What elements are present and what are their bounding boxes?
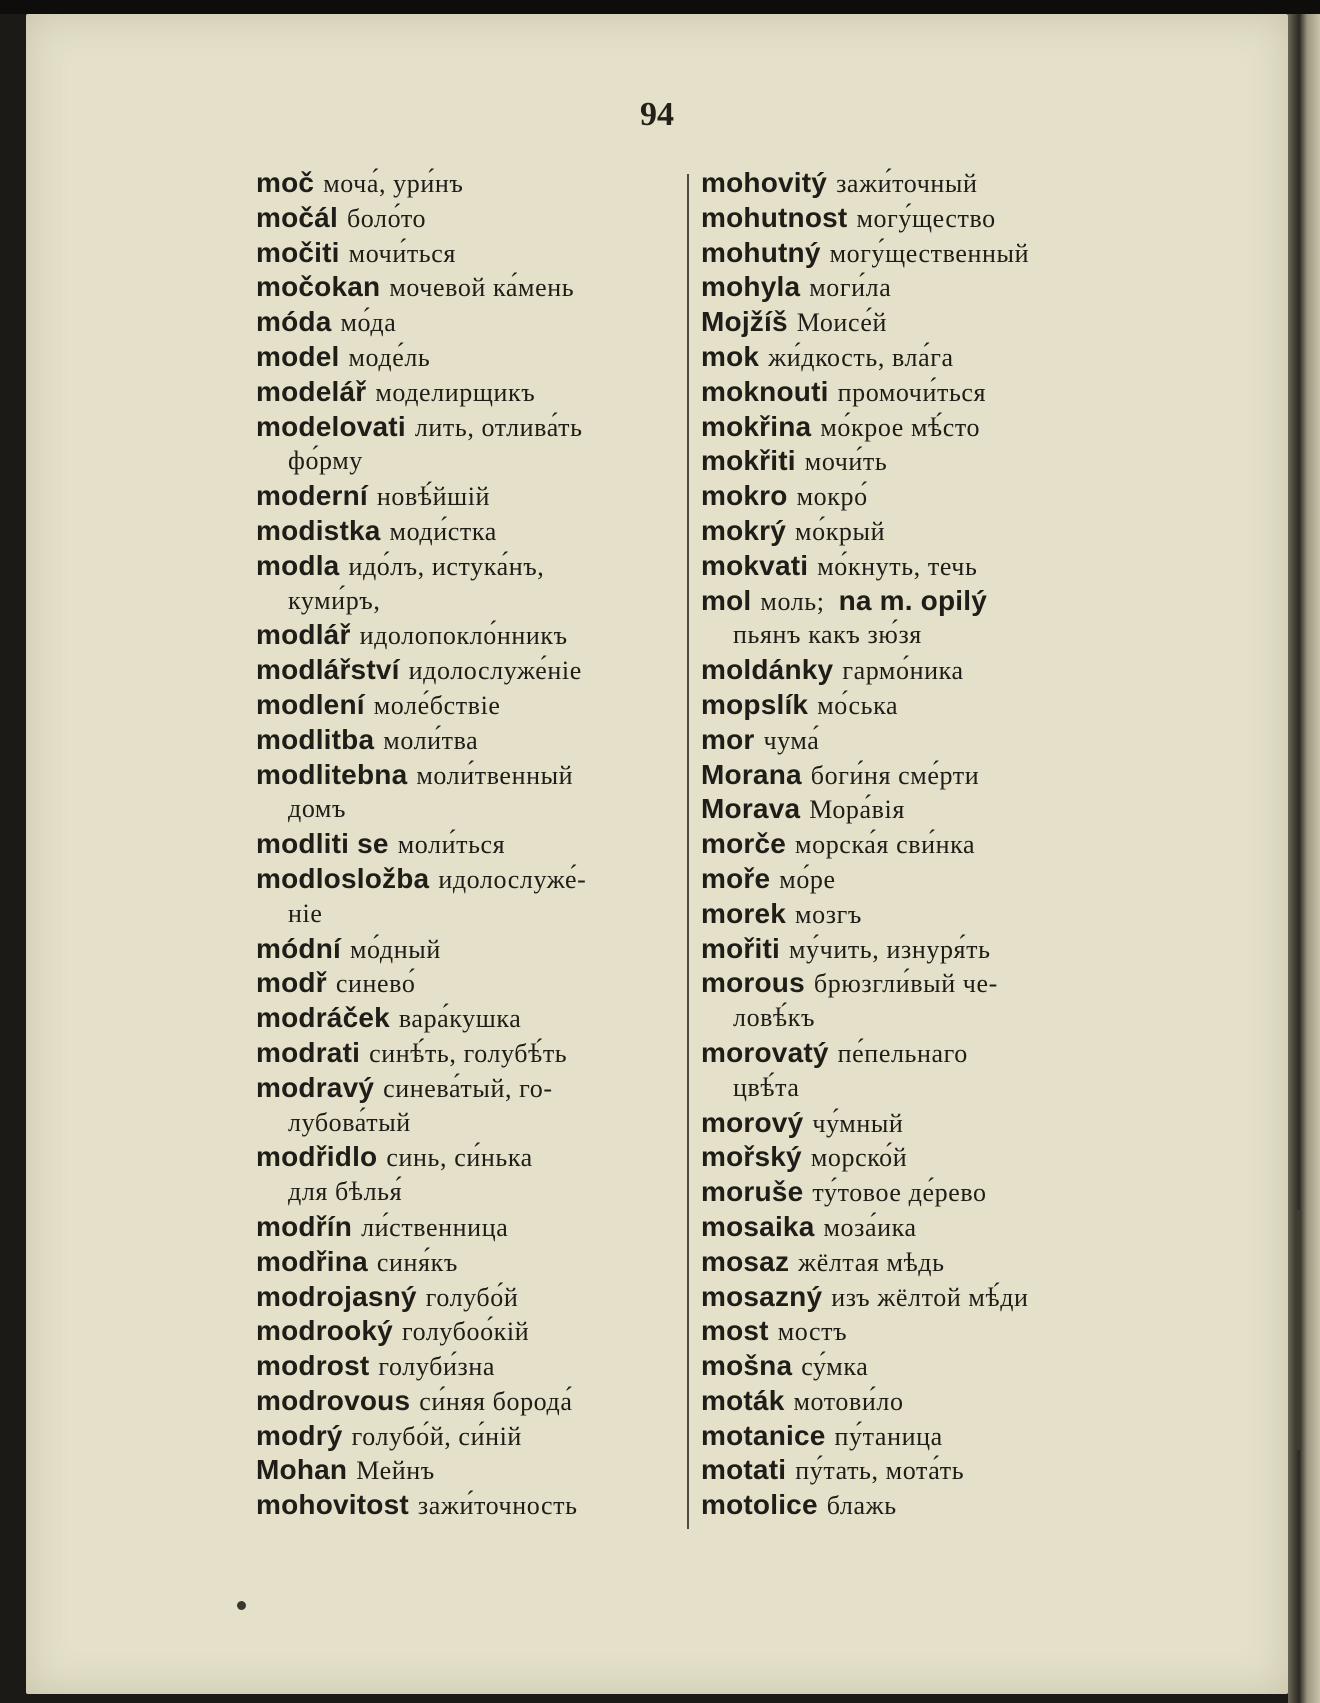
headword: moknouti xyxy=(701,375,829,407)
headword: Morana xyxy=(701,758,802,790)
dictionary-entry xyxy=(701,792,1157,827)
translation: чу́мный xyxy=(812,1108,904,1138)
dictionary-entry xyxy=(256,1488,704,1523)
entry-line xyxy=(701,305,1157,340)
gutter-mark xyxy=(1296,1210,1301,1450)
headword: morče xyxy=(701,828,787,860)
dictionary-entry xyxy=(256,236,704,271)
headword: mokrý xyxy=(701,514,787,546)
entry-line xyxy=(256,166,704,201)
headword: modelář xyxy=(256,375,367,407)
headword: model xyxy=(256,340,340,372)
translation-continuation: куми́ръ, xyxy=(288,585,381,615)
headword: mosaz xyxy=(701,1245,790,1277)
headword: moč xyxy=(256,167,315,198)
translation: Мейнъ xyxy=(356,1456,435,1486)
entry-line xyxy=(701,932,1157,967)
translation: ли́ственница xyxy=(361,1212,509,1242)
entry-line xyxy=(701,792,1157,827)
translation: мочевой ка́мень xyxy=(389,273,575,303)
translation: боло́то xyxy=(346,203,427,233)
entry-line xyxy=(701,966,1157,1001)
headword: mohovitý xyxy=(701,167,828,198)
dictionary-entry xyxy=(701,270,1157,305)
translation: ту́товое де́рево xyxy=(812,1178,987,1208)
dictionary-entry xyxy=(701,1210,1157,1245)
dictionary-entry xyxy=(256,1314,704,1349)
dictionary-entry xyxy=(256,1419,704,1454)
book-gutter xyxy=(1288,14,1320,1703)
entry-line xyxy=(701,1488,1157,1523)
dictionary-entry xyxy=(256,1349,704,1384)
dictionary-entry xyxy=(701,932,1157,967)
dictionary-entry xyxy=(701,1106,1157,1141)
entry-line xyxy=(701,1384,1157,1419)
dictionary-entry xyxy=(256,1453,704,1488)
translation: Моисе́й xyxy=(796,308,888,338)
dictionary-entry xyxy=(701,584,1157,654)
translation: моли́твенный xyxy=(416,760,574,790)
dictionary-entry xyxy=(701,375,1157,410)
translation: новѣ́йшій xyxy=(376,482,491,512)
dictionary-entry xyxy=(701,1175,1157,1210)
entry-line xyxy=(256,375,704,410)
entry-line xyxy=(701,1245,1157,1280)
dictionary-entry xyxy=(701,340,1157,375)
dictionary-entry xyxy=(701,827,1157,862)
translation: мостъ xyxy=(777,1317,848,1347)
translation-continuation: для бѣлья́ xyxy=(288,1177,403,1207)
dictionary-entry xyxy=(701,1453,1157,1488)
dictionary-entry xyxy=(256,932,704,967)
dictionary-entry xyxy=(701,166,1157,201)
entry-line xyxy=(701,1314,1157,1349)
translation: Мора́вія xyxy=(809,795,905,825)
entry-line xyxy=(256,1419,704,1454)
translation: идолослуже́- xyxy=(438,864,587,894)
translation: моде́ль xyxy=(348,342,431,372)
entry-line xyxy=(256,932,704,967)
headword: modlářství xyxy=(256,654,400,686)
headword: mosazný xyxy=(701,1280,823,1312)
translation: морска́я сви́нка xyxy=(795,830,976,860)
dictionary-entry xyxy=(256,305,704,340)
translation: мо́да xyxy=(340,308,397,338)
translation-continuation: фо́рму xyxy=(288,446,363,476)
headword: modlitebna xyxy=(256,758,408,790)
entry-line xyxy=(256,827,704,862)
entry-line xyxy=(256,1280,704,1315)
entry-line xyxy=(701,479,1157,514)
dictionary-entry xyxy=(256,1245,704,1280)
translation: синѣ́ть, голубѣ́ть xyxy=(369,1038,568,1068)
translation: идолослуже́ніе xyxy=(408,656,582,686)
entry-line xyxy=(256,723,704,758)
translation: идо́лъ, истука́нъ, xyxy=(348,551,545,581)
dictionary-entry xyxy=(701,549,1157,584)
dictionary-entry xyxy=(701,1349,1157,1384)
translation-continuation: пьянъ какъ зю́зя xyxy=(733,620,922,650)
translation: голубоо́кій xyxy=(401,1317,530,1347)
headword: mok xyxy=(701,340,760,372)
entry-line xyxy=(256,549,704,584)
translation: синь, си́нька xyxy=(386,1143,533,1173)
entry-line xyxy=(256,653,704,688)
headword: Mohan xyxy=(256,1454,348,1486)
dictionary-entry xyxy=(256,375,704,410)
dictionary-entry xyxy=(256,1210,704,1245)
entry-line xyxy=(701,1280,1157,1315)
entry-line xyxy=(701,1175,1157,1210)
dictionary-entry xyxy=(701,305,1157,340)
entry-line xyxy=(256,1349,704,1384)
headword-phrase: na m. opilý xyxy=(838,584,988,616)
entry-line xyxy=(256,966,704,1001)
headword: motolice xyxy=(701,1489,818,1521)
dictionary-entry xyxy=(256,201,704,236)
translation: изъ жёлтой мѣ́ди xyxy=(831,1282,1029,1312)
headword: Mojžíš xyxy=(701,306,788,338)
translation: голубо́й xyxy=(425,1282,519,1312)
entry-line xyxy=(256,1384,704,1419)
headword: moldánky xyxy=(701,654,834,686)
translation: синево́ xyxy=(335,969,416,999)
translation: су́мка xyxy=(801,1352,869,1382)
translation: брюзгли́вый че- xyxy=(813,969,998,999)
entry-line xyxy=(701,897,1157,932)
translation: морско́й xyxy=(810,1143,908,1173)
entry-line xyxy=(701,653,1157,688)
entry-line xyxy=(256,201,704,236)
headword: moře xyxy=(701,862,771,894)
translation: голубо́й, си́ній xyxy=(351,1421,522,1451)
dictionary-entry xyxy=(701,1280,1157,1315)
entry-line xyxy=(256,1001,704,1036)
entry-line xyxy=(256,618,704,653)
headword: modřín xyxy=(256,1210,353,1242)
dictionary-entry xyxy=(701,444,1157,479)
headword: modla xyxy=(256,549,340,581)
headword: mohutný xyxy=(701,236,821,268)
dictionary-entry xyxy=(256,479,704,514)
headword: morový xyxy=(701,1106,804,1138)
headword: mokřiti xyxy=(701,445,796,477)
entry-line xyxy=(701,862,1157,897)
translation: мозгъ xyxy=(795,899,862,929)
headword: modrovous xyxy=(256,1384,411,1416)
page-number: 94 xyxy=(640,96,674,133)
dictionary-entry xyxy=(701,1488,1157,1523)
translation: пу́тать, мота́ть xyxy=(795,1456,965,1486)
entry-line xyxy=(256,236,704,271)
dictionary-entry xyxy=(256,514,704,549)
entry-line xyxy=(256,1245,704,1280)
headword: mošna xyxy=(701,1350,793,1382)
dictionary-entry xyxy=(256,1140,704,1210)
translation: мо́крый xyxy=(795,516,886,546)
translation: си́няя борода́ xyxy=(419,1386,573,1416)
headword: močiti xyxy=(256,236,340,268)
dictionary-entry xyxy=(256,1001,704,1036)
headword: modrý xyxy=(256,1419,343,1451)
dictionary-entry xyxy=(256,1036,704,1071)
translation: пу́таница xyxy=(834,1421,943,1451)
dictionary-entry xyxy=(256,618,704,653)
entry-line xyxy=(256,1140,704,1175)
translation: мочи́ться xyxy=(348,238,456,268)
entry-line xyxy=(701,1106,1157,1141)
headword: mosaika xyxy=(701,1210,815,1242)
entry-line xyxy=(256,410,704,445)
translation: моди́стка xyxy=(389,516,497,546)
headword: mokřina xyxy=(701,410,812,442)
dictionary-entry xyxy=(701,201,1157,236)
dictionary-entry xyxy=(701,1314,1157,1349)
dictionary-entry xyxy=(256,1280,704,1315)
translation: мотови́ло xyxy=(793,1386,904,1416)
translation-continuation: домъ xyxy=(288,794,347,824)
translation: мо́ська xyxy=(817,690,899,720)
translation: жёлтая мѣдь xyxy=(798,1247,945,1277)
headword: Morava xyxy=(701,793,801,825)
dictionary-entry xyxy=(701,1245,1157,1280)
entry-line xyxy=(701,375,1157,410)
translation: голуби́зна xyxy=(378,1352,495,1382)
headword: modlosložba xyxy=(256,862,430,894)
dictionary-entry xyxy=(256,653,704,688)
entry-line xyxy=(701,549,1157,584)
dictionary-entry xyxy=(256,340,704,375)
translation: моли́ться xyxy=(397,830,506,860)
entry-line xyxy=(256,514,704,549)
entry-line xyxy=(701,270,1157,305)
translation: мокро́ xyxy=(796,482,868,512)
entry-line xyxy=(256,1488,704,1523)
entry-line xyxy=(256,479,704,514)
dictionary-entry xyxy=(701,653,1157,688)
dictionary-entry xyxy=(256,166,704,201)
dictionary-entry xyxy=(701,410,1157,445)
dictionary-entry xyxy=(256,549,704,619)
headword: modrojasný xyxy=(256,1280,417,1312)
translation-continuation: ніе xyxy=(288,898,323,928)
headword: módní xyxy=(256,932,341,964)
entry-line xyxy=(256,1036,704,1071)
headword: morovatý xyxy=(701,1036,829,1068)
entry-line xyxy=(701,723,1157,758)
dictionary-entry xyxy=(256,966,704,1001)
translation: моли́тва xyxy=(383,725,479,755)
headword: mořský xyxy=(701,1141,802,1173)
translation: моле́бствіе xyxy=(373,690,501,720)
headword: most xyxy=(701,1315,769,1347)
dictionary-entry xyxy=(701,966,1157,1036)
headword: morek xyxy=(701,897,787,929)
headword: moták xyxy=(701,1384,785,1416)
headword: modlitba xyxy=(256,723,375,755)
translation: мо́дный xyxy=(350,934,441,964)
translation: гармо́ника xyxy=(842,656,964,686)
translation: зажи́точность xyxy=(417,1491,578,1521)
entry-line xyxy=(701,688,1157,723)
entry-line xyxy=(701,827,1157,862)
headword: móda xyxy=(256,306,332,338)
translation: жи́дкость, вла́га xyxy=(768,342,954,372)
translation: синя́къ xyxy=(376,1247,458,1277)
headword: moruše xyxy=(701,1176,804,1208)
headword: mohyla xyxy=(701,271,801,303)
translation: вара́кушка xyxy=(398,1004,522,1034)
dictionary-entry xyxy=(256,827,704,862)
headword: moderní xyxy=(256,480,368,512)
translation: боги́ня сме́рти xyxy=(810,760,980,790)
right-column xyxy=(701,166,1157,1523)
entry-line xyxy=(701,514,1157,549)
dictionary-entry xyxy=(256,410,704,480)
entry-line xyxy=(701,410,1157,445)
dictionary-entry xyxy=(701,236,1157,271)
headword: motanice xyxy=(701,1419,826,1451)
headword: močokan xyxy=(256,271,381,303)
translation: пе́пельнаго xyxy=(837,1038,968,1068)
entry-line xyxy=(701,201,1157,236)
entry-line xyxy=(701,236,1157,271)
headword: mohutnost xyxy=(701,201,848,233)
dictionary-entry xyxy=(701,1140,1157,1175)
headword: modrost xyxy=(256,1350,370,1382)
entry-line xyxy=(701,1349,1157,1384)
translation: мо́кнуть, течь xyxy=(817,551,978,581)
entry-line xyxy=(701,444,1157,479)
headword: modelovati xyxy=(256,410,406,442)
entry-line xyxy=(701,1140,1157,1175)
translation: чума́ xyxy=(763,725,820,755)
headword: mopslík xyxy=(701,688,809,720)
entry-line xyxy=(256,1210,704,1245)
translation-continuation: ловѣ́къ xyxy=(733,1003,816,1033)
translation: моза́ика xyxy=(823,1212,917,1242)
headword: motati xyxy=(701,1454,787,1486)
headword: mokvati xyxy=(701,549,809,581)
headword: modliti se xyxy=(256,828,389,860)
entry-line xyxy=(701,584,1157,619)
entry-line xyxy=(701,1419,1157,1454)
entry-line xyxy=(256,305,704,340)
entry-line xyxy=(701,340,1157,375)
entry-line xyxy=(701,166,1157,201)
entry-line xyxy=(256,1071,704,1106)
headword: modřidlo xyxy=(256,1141,378,1173)
headword: mořiti xyxy=(701,932,780,964)
translation: моча́, ури́нъ xyxy=(323,169,464,198)
dictionary-entry xyxy=(701,1036,1157,1106)
translation-continuation: лубова́тый xyxy=(288,1107,411,1137)
headword: morous xyxy=(701,967,805,999)
headword: modřina xyxy=(256,1245,368,1277)
headword: modlář xyxy=(256,619,351,651)
dictionary-entry xyxy=(701,688,1157,723)
translation: зажи́точный xyxy=(836,169,978,198)
translation: моделирщикъ xyxy=(375,377,536,407)
dictionary-entry xyxy=(701,862,1157,897)
dictionary-entry xyxy=(256,1071,704,1141)
translation: мочи́ть xyxy=(804,447,888,477)
entry-line xyxy=(701,1453,1157,1488)
translation: лить, отлива́ть xyxy=(414,412,583,442)
headword: modravý xyxy=(256,1071,375,1103)
headword: mohovitost xyxy=(256,1489,409,1521)
entry-line xyxy=(701,1210,1157,1245)
dictionary-entry xyxy=(256,1384,704,1419)
entry-line xyxy=(256,270,704,305)
headword: modř xyxy=(256,967,327,999)
entry-line xyxy=(256,688,704,723)
translation: блажь xyxy=(826,1491,897,1521)
headword: mokro xyxy=(701,480,788,512)
translation: му́чить, изнуря́ть xyxy=(788,934,991,964)
entry-line xyxy=(256,862,704,897)
headword: močál xyxy=(256,201,338,233)
dictionary-entry xyxy=(701,479,1157,514)
translation: промочи́ться xyxy=(837,377,987,407)
translation: мо́крое мѣ́сто xyxy=(820,412,981,442)
entry-line xyxy=(256,1453,704,1488)
entry-line xyxy=(701,1036,1157,1071)
ink-dot xyxy=(237,1601,246,1610)
dictionary-entry xyxy=(256,723,704,758)
headword: mol xyxy=(701,584,752,616)
entry-line xyxy=(256,1314,704,1349)
dictionary-entry xyxy=(701,1419,1157,1454)
scan-top-edge xyxy=(0,0,1320,14)
dictionary-entry xyxy=(701,723,1157,758)
entry-line xyxy=(701,758,1157,793)
left-column xyxy=(256,166,704,1523)
dictionary-entry xyxy=(701,1384,1157,1419)
entry-line xyxy=(256,340,704,375)
headword: modistka xyxy=(256,514,381,546)
headword: modrooký xyxy=(256,1315,393,1347)
translation: синева́тый, го- xyxy=(383,1073,553,1103)
entry-line xyxy=(256,758,704,793)
dictionary-entry xyxy=(701,897,1157,932)
translation-continuation: цвѣ́та xyxy=(733,1072,800,1102)
dictionary-entry xyxy=(701,514,1157,549)
translation: могу́щественный xyxy=(829,238,1030,268)
dictionary-page xyxy=(26,14,1288,1694)
dictionary-entry xyxy=(256,688,704,723)
dictionary-entry xyxy=(256,862,704,932)
headword: modráček xyxy=(256,1002,390,1034)
translation: могу́щество xyxy=(856,203,996,233)
translation: моль; xyxy=(760,586,825,616)
headword: modrati xyxy=(256,1036,361,1068)
headword: modlení xyxy=(256,688,365,720)
dictionary-entry xyxy=(256,270,704,305)
translation: моги́ла xyxy=(809,273,892,303)
dictionary-entry xyxy=(256,758,704,828)
dictionary-entry xyxy=(701,758,1157,793)
translation: идолопокло́нникъ xyxy=(359,621,568,651)
translation: мо́ре xyxy=(779,864,836,894)
headword: mor xyxy=(701,723,755,755)
